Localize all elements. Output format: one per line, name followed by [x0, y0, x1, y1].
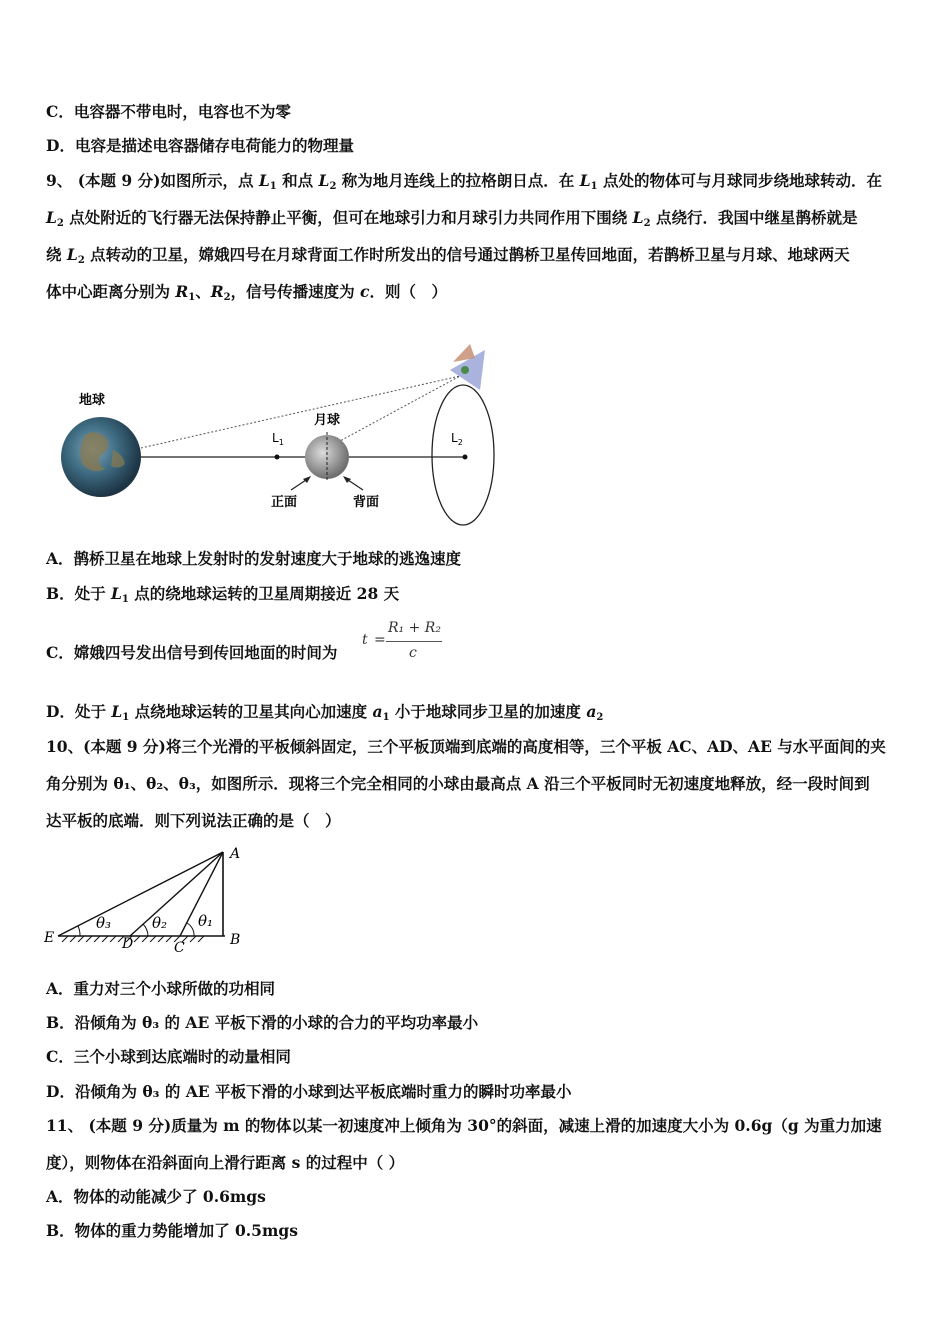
q11-line-1: 11、 (本题 9 分)质量为 m 的物体以某一初速度冲上倾角为 30°的斜面，减速上滑的加速度大小为 0.6g（g 为重力加速: [46, 1116, 882, 1135]
q9-line-3: 绕 $L_2$ 点转动的卫星，嫦娥四号在月球背面工作时所发出的信号通过鹊桥卫星传回地面，若鹊桥卫星与月球、地球两天: [46, 245, 850, 266]
q10-line-1: 10、(本题 9 分)将三个光滑的平板倾斜固定，三个平板顶端到底端的高度相等，三个平板 AC、AD、AE 与水平面间的夹: [46, 737, 886, 756]
label-theta2: θ₂: [152, 914, 168, 932]
theta1-arc: [187, 923, 194, 936]
option-d-prev: D．电容是描述电容器储存电荷能力的物理量: [46, 136, 354, 155]
relay-satellite-icon: [450, 344, 485, 390]
moon-satellite-line: [327, 376, 460, 448]
q11-option-a: A．物体的动能减少了 0.6mgs: [46, 1187, 266, 1206]
back-label: 背面: [353, 495, 380, 510]
q11-line-2: 度），则物体在沿斜面向上滑行距离 s 的过程中（ ）: [46, 1153, 405, 1172]
label-theta3: θ₃: [96, 914, 112, 932]
option-c-prev: C．电容器不带电时，电容也不为零: [46, 102, 291, 121]
q9-option-b: B．处于 $L_1$ 点的绕地球运转的卫星周期接近 28 天: [46, 584, 400, 605]
q9-number: 9、: [46, 171, 73, 190]
q10-line-3: 达平板的底端．则下列说法正确的是（ ）: [46, 811, 341, 830]
earth-icon: [61, 417, 141, 497]
q10-line-2: 角分别为 θ₁、θ₂、θ₃，如图所示．现将三个完全相同的小球由最高点 A 沿三个平板同时无初速度地释放，经一段时间到: [46, 774, 870, 793]
label-b: B: [230, 932, 241, 948]
q9-line-1: 9、 (本题 9 分)如图所示，点 $L_1$ 和点 $L_2$ 称为地月连线上的拉格朗日点．在 $L_1$ 点处的物体可与月球同步绕地球转动．在: [46, 171, 882, 192]
q9-option-d: D．处于 $L_1$ 点绕地球运转的卫星其向心加速度 $a_1$ 小于地球同步卫星的加速度 $a_2$: [46, 702, 604, 723]
front-label: 正面: [271, 495, 298, 510]
q9-option-c: C．嫦娥四号发出信号到传回地面的时间为: [46, 643, 338, 662]
l1-label: $L_1$: [272, 431, 284, 447]
label-a: A: [230, 846, 241, 862]
label-c: C: [174, 940, 185, 956]
q10-option-d: D．沿倾角为 θ₃ 的 AE 平板下滑的小球到达平板底端时重力的瞬时功率最小: [46, 1082, 572, 1101]
theta3-arc: [78, 926, 80, 936]
q10-option-c: C．三个小球到达底端时的动量相同: [46, 1047, 291, 1066]
l2-point: [463, 455, 468, 460]
fraction-bar: [386, 641, 442, 642]
l1-point: [275, 455, 280, 460]
l2-orbit: [432, 385, 494, 525]
l2-label: $L_2$: [451, 431, 463, 447]
moon-label: 月球: [314, 413, 341, 428]
q9-line-4: 体中心距离分别为 $R_1$、$R_2$，信号传播速度为 c．则（ ）: [46, 282, 448, 303]
inclined-planes-diagram: [40, 842, 260, 957]
q9-line-2: $L_2$ 点处附近的飞行器无法保持静止平衡，但可在地球引力和月球引力共同作用下围绕 $L_2$ 点绕行．我国中继星鹊桥就是: [46, 208, 858, 229]
q9-option-a: A．鹊桥卫星在地球上发射时的发射速度大于地球的逃逸速度: [46, 549, 462, 568]
theta2-arc: [143, 924, 148, 936]
label-theta1: θ₁: [198, 912, 214, 930]
earth-label: 地球: [79, 393, 106, 408]
earth-moon-lagrange-diagram: [55, 340, 515, 530]
q10-option-a: A．重力对三个小球所做的功相同: [46, 979, 276, 998]
q10-option-b: B．沿倾角为 θ₃ 的 AE 平板下滑的小球的合力的平均功率最小: [46, 1013, 479, 1032]
earth-satellite-line: [141, 376, 460, 448]
q11-option-b: B．物体的重力势能增加了 0.5mgs: [46, 1221, 298, 1240]
label-e: E: [44, 930, 55, 946]
label-d: D: [122, 936, 134, 952]
